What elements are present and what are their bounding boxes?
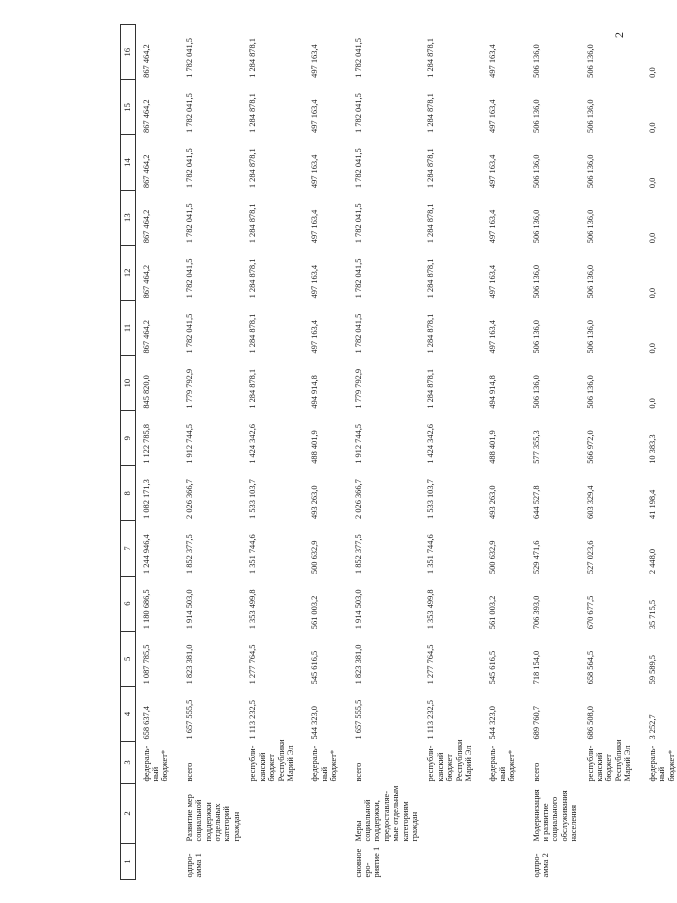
amount-cell: 1 284 878,1 — [426, 93, 436, 133]
amount-cell: 527 023,6 — [585, 540, 595, 575]
program-code-cell: одпро-амма 1 — [184, 853, 204, 878]
amount-cell: 577 355,3 — [531, 430, 541, 464]
amount-cell: 506 136,0 — [585, 154, 595, 189]
amount-cell: 1 782 041,5 — [353, 38, 363, 78]
amount-cell: 603 329,4 — [585, 485, 595, 519]
amount-cell: 41 198,4 — [647, 489, 657, 519]
amount-cell: 506 136,0 — [531, 320, 541, 354]
amount-cell: 1 823 381,0 — [184, 644, 194, 685]
amount-cell: 1 353 499,8 — [426, 589, 436, 630]
amount-cell: 1 782 041,5 — [353, 313, 363, 354]
amount-cell: 10 383,3 — [647, 434, 657, 464]
amount-cell: 1 284 878,1 — [426, 203, 436, 244]
amount-cell: 1 113 232,5 — [426, 700, 436, 740]
funding-source-cell: федераль-ный бюджет* — [141, 745, 170, 782]
table-row — [296, 25, 339, 880]
table-row — [474, 25, 517, 880]
amount-cell: 1 782 041,5 — [184, 93, 194, 133]
amount-cell: 0,0 — [647, 177, 657, 189]
amount-cell: 658 637,4 — [141, 706, 151, 740]
amount-cell: 1 782 041,5 — [184, 148, 194, 189]
amount-cell: 1 284 878,1 — [248, 148, 258, 189]
amount-cell: 670 677,5 — [585, 595, 595, 630]
amount-cell: 1 914 503,0 — [184, 589, 194, 630]
amount-cell: 0,0 — [647, 343, 657, 354]
amount-cell: 1 852 377,5 — [353, 534, 363, 575]
amount-cell: 1 284 878,1 — [248, 313, 258, 354]
amount-cell: 1 782 041,5 — [353, 258, 363, 299]
table-row — [135, 25, 171, 880]
amount-cell: 1 782 041,5 — [184, 258, 194, 299]
program-code-cell: одпро-амма 2 — [531, 853, 551, 878]
amount-cell: 506 136,0 — [531, 375, 541, 409]
amount-cell: 497 163,4 — [310, 154, 320, 189]
amount-cell: 1 180 686,5 — [141, 589, 151, 630]
amount-cell: 2 448,0 — [647, 548, 657, 575]
amount-cell: 506 136,0 — [585, 99, 595, 133]
amount-cell: 497 163,4 — [488, 44, 498, 78]
amount-cell: 867 464,2 — [141, 264, 151, 299]
amount-cell: 1 244 946,4 — [141, 534, 151, 575]
column-header: 9 — [121, 411, 136, 466]
amount-cell: 1 284 878,1 — [426, 148, 436, 189]
amount-cell: 0,0 — [647, 232, 657, 244]
amount-cell: 500 632,9 — [488, 540, 498, 575]
amount-cell: 1 284 878,1 — [248, 368, 258, 409]
amount-cell: 867 464,2 — [141, 209, 151, 244]
amount-cell: 1 351 744,6 — [426, 534, 436, 575]
amount-cell: 1 122 785,8 — [141, 424, 151, 464]
amount-cell: 545 616,5 — [488, 650, 498, 685]
amount-cell: 497 163,4 — [488, 320, 498, 354]
amount-cell: 500 632,9 — [310, 540, 320, 575]
amount-cell: 1 284 878,1 — [426, 258, 436, 299]
amount-cell: 497 163,4 — [488, 154, 498, 189]
amount-cell: 497 163,4 — [310, 320, 320, 354]
amount-cell: 689 760,7 — [531, 706, 541, 740]
column-header: 5 — [121, 631, 136, 686]
amount-cell: 867 464,2 — [141, 99, 151, 133]
column-header: 6 — [121, 576, 136, 631]
amount-cell: 1 284 878,1 — [426, 38, 436, 78]
program-name-cell: Меры социальной поддержки, предоставляе-мые отдельным категориям граждан — [353, 785, 419, 842]
table-row — [242, 25, 296, 880]
funding-source-cell: федераль-ный бюджет* — [647, 745, 676, 782]
amount-cell: 644 527,8 — [531, 485, 541, 519]
amount-cell: 497 163,4 — [488, 264, 498, 299]
amount-cell: 544 323,0 — [488, 706, 498, 740]
amount-cell: 545 616,5 — [310, 650, 320, 685]
amount-cell: 1 657 555,5 — [184, 699, 194, 740]
amount-cell: 718 154,0 — [531, 650, 541, 685]
funding-source-cell: республи-канский бюджет Республики Марий Эл — [248, 739, 295, 782]
budget-table — [120, 24, 677, 880]
amount-cell: 1 353 499,8 — [248, 589, 258, 630]
amount-cell: 2 026 366,7 — [184, 479, 194, 519]
amount-cell: 0,0 — [647, 287, 657, 299]
column-header: 7 — [121, 521, 136, 576]
amount-cell: 1 113 232,5 — [248, 700, 258, 740]
amount-cell: 497 163,4 — [488, 209, 498, 244]
column-header: 14 — [121, 135, 136, 190]
amount-cell: 1 533 103,7 — [426, 479, 436, 519]
table-row — [171, 25, 242, 880]
amount-cell: 35 715,5 — [647, 599, 657, 630]
amount-cell: 1 782 041,5 — [184, 203, 194, 244]
amount-cell: 1 779 792,9 — [353, 368, 363, 409]
amount-cell: 3 252,7 — [647, 714, 657, 740]
amount-cell: 1 779 792,9 — [184, 368, 194, 409]
amount-cell: 493 263,0 — [310, 485, 320, 519]
program-code-cell: сновное еро-риятие 1 — [353, 846, 382, 878]
amount-cell: 1 657 555,5 — [353, 699, 363, 740]
amount-cell: 497 163,4 — [310, 209, 320, 244]
budget-table-sheet — [120, 35, 676, 880]
amount-cell: 1 284 878,1 — [426, 313, 436, 354]
amount-cell: 493 263,0 — [488, 485, 498, 519]
amount-cell: 497 163,4 — [310, 264, 320, 299]
amount-cell: 1 852 377,5 — [184, 534, 194, 575]
program-name-cell: Модернизация и развитие социального обслуживания населения — [531, 789, 579, 842]
program-code-cell — [580, 844, 634, 880]
program-code-cell — [634, 844, 677, 880]
amount-cell: 506 136,0 — [531, 99, 541, 133]
amount-cell: 1 823 381,0 — [353, 644, 363, 685]
program-code-cell — [296, 844, 339, 880]
amount-cell: 1 277 764,5 — [426, 644, 436, 685]
column-header: 15 — [121, 80, 136, 135]
amount-cell: 566 972,0 — [585, 430, 595, 464]
column-header: 4 — [121, 686, 136, 741]
amount-cell: 506 136,0 — [585, 44, 595, 78]
column-header: 2 — [121, 784, 136, 844]
program-name-cell — [474, 784, 517, 844]
table-row — [580, 25, 634, 880]
column-header: 11 — [121, 300, 136, 355]
amount-cell: 658 564,5 — [585, 650, 595, 685]
column-header: 10 — [121, 356, 136, 411]
amount-cell: 1 087 785,5 — [141, 644, 151, 685]
amount-cell: 1 284 878,1 — [426, 368, 436, 409]
column-header: 8 — [121, 466, 136, 521]
amount-cell: 506 136,0 — [585, 320, 595, 354]
amount-cell: 506 136,0 — [585, 264, 595, 299]
program-name-cell — [634, 784, 677, 844]
amount-cell: 1 284 878,1 — [248, 203, 258, 244]
amount-cell: 867 464,2 — [141, 320, 151, 354]
program-name-cell — [242, 784, 296, 844]
amount-cell: 59 589,5 — [647, 655, 657, 685]
column-number-row — [121, 25, 136, 880]
amount-cell: 0,0 — [647, 67, 657, 78]
amount-cell: 0,0 — [647, 122, 657, 133]
amount-cell: 0,0 — [647, 398, 657, 409]
funding-source-cell: всего — [353, 762, 363, 782]
amount-cell: 2 026 366,7 — [353, 479, 363, 519]
amount-cell: 488 401,9 — [488, 430, 498, 464]
amount-cell: 1 782 041,5 — [184, 313, 194, 354]
program-name-cell — [296, 784, 339, 844]
funding-source-cell: федераль-ный бюджет* — [488, 745, 517, 782]
amount-cell: 497 163,4 — [488, 99, 498, 133]
amount-cell: 867 464,2 — [141, 154, 151, 189]
funding-source-cell: федераль-ный бюджет* — [310, 745, 339, 782]
column-header: 13 — [121, 190, 136, 245]
table-row — [518, 25, 580, 880]
column-header: 16 — [121, 25, 136, 80]
amount-cell: 1 782 041,5 — [184, 38, 194, 78]
program-name-cell — [420, 784, 474, 844]
amount-cell: 1 424 342,6 — [248, 424, 258, 464]
column-header: 12 — [121, 245, 136, 300]
amount-cell: 867 464,2 — [141, 44, 151, 78]
amount-cell: 1 912 744,5 — [184, 424, 194, 464]
amount-cell: 1 277 764,5 — [248, 644, 258, 685]
amount-cell: 506 136,0 — [531, 264, 541, 299]
program-name-cell: Развитие мер социальной поддержки отдельных категорий граждан — [184, 794, 241, 842]
amount-cell: 494 914,8 — [310, 375, 320, 409]
column-header: 1 — [121, 844, 136, 880]
amount-cell: 494 914,8 — [488, 375, 498, 409]
amount-cell: 1 912 744,5 — [353, 424, 363, 464]
funding-source-cell: республи-канский бюджет Республики Марий Эл — [585, 739, 633, 782]
amount-cell: 1 351 744,6 — [248, 534, 258, 575]
program-code-cell — [242, 844, 296, 880]
funding-source-cell: всего — [184, 762, 194, 782]
amount-cell: 506 136,0 — [531, 44, 541, 78]
program-name-cell — [135, 784, 171, 844]
table-row — [634, 25, 677, 880]
amount-cell: 544 323,0 — [310, 706, 320, 740]
amount-cell: 1 284 878,1 — [248, 93, 258, 133]
amount-cell: 497 163,4 — [310, 99, 320, 133]
program-code-cell — [135, 844, 171, 880]
amount-cell: 686 508,0 — [585, 706, 595, 740]
funding-source-cell: всего — [531, 762, 541, 782]
table-row — [420, 25, 474, 880]
amount-cell: 1 533 103,7 — [248, 479, 258, 519]
table-row — [340, 25, 421, 880]
program-code-cell — [474, 844, 517, 880]
funding-source-cell: республи-канский бюджет Республики Марий Эл — [426, 739, 473, 782]
amount-cell: 1 424 342,6 — [426, 424, 436, 464]
amount-cell: 1 284 878,1 — [248, 38, 258, 78]
page-number: 2 — [612, 32, 626, 38]
amount-cell: 561 003,2 — [488, 595, 498, 630]
amount-cell: 506 136,0 — [531, 209, 541, 244]
amount-cell: 1 082 171,3 — [141, 479, 151, 519]
amount-cell: 1 914 503,0 — [353, 589, 363, 630]
program-code-cell — [420, 844, 474, 880]
amount-cell: 561 003,2 — [310, 595, 320, 630]
program-name-cell — [580, 784, 634, 844]
amount-cell: 488 401,9 — [310, 430, 320, 464]
amount-cell: 845 820,0 — [141, 375, 151, 409]
amount-cell: 497 163,4 — [310, 44, 320, 78]
amount-cell: 506 136,0 — [585, 375, 595, 409]
amount-cell: 706 393,0 — [531, 595, 541, 630]
amount-cell: 1 782 041,5 — [353, 93, 363, 133]
amount-cell: 506 136,0 — [585, 209, 595, 244]
amount-cell: 529 471,6 — [531, 540, 541, 575]
amount-cell: 1 782 041,5 — [353, 148, 363, 189]
amount-cell: 1 284 878,1 — [248, 258, 258, 299]
column-header: 3 — [121, 742, 136, 784]
amount-cell: 506 136,0 — [531, 154, 541, 189]
amount-cell: 1 782 041,5 — [353, 203, 363, 244]
